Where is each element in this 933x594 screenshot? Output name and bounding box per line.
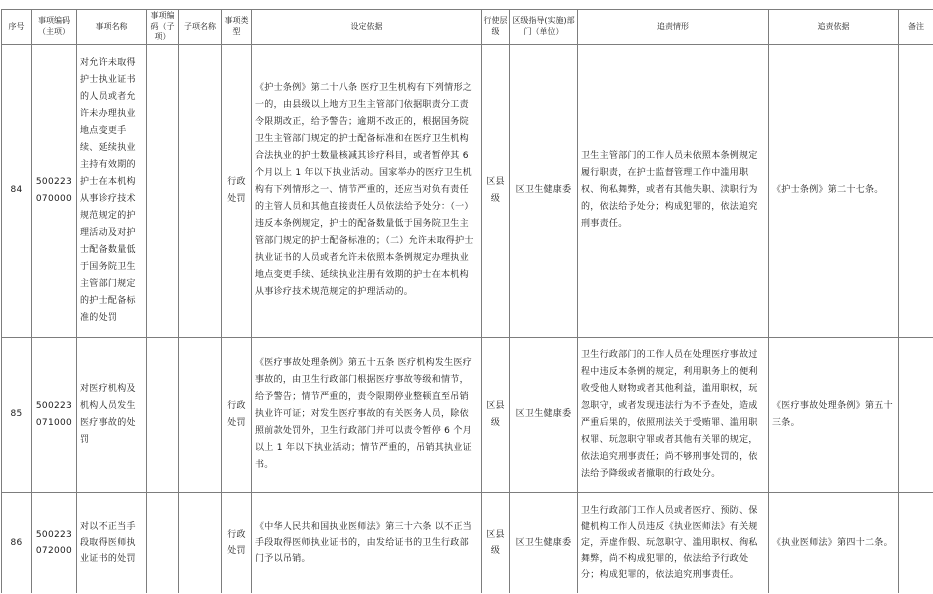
table-header bbox=[2, 10, 933, 45]
header-sub-name: 子项名称 bbox=[179, 10, 222, 45]
item-name: 对以不正当手段取得医师执业证书的处罚 bbox=[77, 492, 147, 593]
header-level: 行使层级 bbox=[482, 10, 510, 45]
table-row bbox=[2, 492, 933, 593]
header-row bbox=[2, 10, 933, 45]
accountability-situation: 卫生主管部门的工作人员未依照本条例规定履行职责，在护士监督管理工作中滥用职权、徇私舞弊，或者有其他失职、渎职行为的，依法给予处分；构成犯罪的，依法追究刑事责任。 bbox=[578, 44, 769, 337]
row-number: 84 bbox=[2, 44, 32, 337]
remarks bbox=[899, 44, 933, 337]
table-row bbox=[2, 44, 933, 337]
exercise-level: 区县级 bbox=[482, 492, 510, 593]
sub-item-name bbox=[179, 492, 222, 593]
exercise-level: 区县级 bbox=[482, 337, 510, 492]
item-type: 行政处罚 bbox=[222, 492, 252, 593]
table-body bbox=[2, 44, 933, 593]
header-code: 事项编码（主项） bbox=[32, 10, 77, 45]
item-code: 500223 071000 bbox=[32, 337, 77, 492]
item-name: 对允许未取得护士执业证书的人员或者允许未办理执业地点变更手续、延续执业主持有效期的护士在本机构从事诊疗技术规范规定的护理活动及对护士配备数量低于国务院卫生主管部门规定的护士配备标准的处罚 bbox=[77, 44, 147, 337]
sub-item-code bbox=[147, 44, 179, 337]
accountability-situation: 卫生行政部门的工作人员在处理医疗事故过程中违反本条例的规定，利用职务上的便利收受他人财物或者其他利益，滥用职权，玩忽职守，或者发现违法行为不予查处，造成严重后果的，依照刑法关于受贿罪、滥用职权罪、玩忽职守罪或者其他有关罪的规定，依法追究刑事责任；尚不够刑事处罚的，依法给予降级或者撤职的行政处分。 bbox=[578, 337, 769, 492]
header-no: 序号 bbox=[2, 10, 32, 45]
legal-basis: 《中华人民共和国执业医师法》第三十六条 以不正当手段取得医师执业证书的，由发给证书的卫生行政部门予以吊销。 bbox=[252, 492, 482, 593]
header-basis: 设定依据 bbox=[252, 10, 482, 45]
header-acc-basis: 追责依据 bbox=[769, 10, 899, 45]
legal-basis: 《医疗事故处理条例》第五十五条 医疗机构发生医疗事故的，由卫生行政部门根据医疗事故等级和情节，给予警告；情节严重的，责令限期停业整顿直至吊销执业许可证；对发生医疗事故的有关医务人员，除依照前款处罚外，卫生行政部门并可以责令暂停 6 个月以上 1 年以下执业活动；情节严重的，吊销其执业证书。 bbox=[252, 337, 482, 492]
remarks bbox=[899, 492, 933, 593]
item-type: 行政处罚 bbox=[222, 44, 252, 337]
department: 区卫生健康委 bbox=[510, 492, 578, 593]
table-row bbox=[2, 337, 933, 492]
item-name: 对医疗机构及机构人员发生医疗事故的处罚 bbox=[77, 337, 147, 492]
sub-item-name bbox=[179, 337, 222, 492]
document-page bbox=[0, 9, 933, 593]
accountability-basis: 《护士条例》第二十七条。 bbox=[769, 44, 899, 337]
item-code: 500223 070000 bbox=[32, 44, 77, 337]
exercise-level: 区县级 bbox=[482, 44, 510, 337]
item-code: 500223 072000 bbox=[32, 492, 77, 593]
accountability-basis: 《医疗事故处理条例》第五十三条。 bbox=[769, 337, 899, 492]
header-sub-code: 事项编码（子项） bbox=[147, 10, 179, 45]
header-accountability: 追责情形 bbox=[578, 10, 769, 45]
item-type: 行政处罚 bbox=[222, 337, 252, 492]
department: 区卫生健康委 bbox=[510, 337, 578, 492]
header-dept: 区级指导(实施)部门（单位） bbox=[510, 10, 578, 45]
row-number: 86 bbox=[2, 492, 32, 593]
header-name: 事项名称 bbox=[77, 10, 147, 45]
remarks bbox=[899, 337, 933, 492]
row-number: 85 bbox=[2, 337, 32, 492]
accountability-situation: 卫生行政部门工作人员或者医疗、预防、保健机构工作人员违反《执业医师法》有关规定，弄虚作假、玩忽职守、滥用职权、徇私舞弊，尚不构成犯罪的，依法给予行政处分；构成犯罪的，依法追究刑事责任。 bbox=[578, 492, 769, 593]
sub-item-name bbox=[179, 44, 222, 337]
accountability-basis: 《执业医师法》第四十二条。 bbox=[769, 492, 899, 593]
sub-item-code bbox=[147, 492, 179, 593]
header-note: 备注 bbox=[899, 10, 933, 45]
department: 区卫生健康委 bbox=[510, 44, 578, 337]
legal-basis: 《护士条例》第二十八条 医疗卫生机构有下列情形之一的，由县级以上地方卫生主管部门依据职责分工责令限期改正，给予警告；逾期不改正的，根据国务院卫生主管部门规定的护士配备标准和在医疗卫生机构合法执业的护士数量核减其诊疗科目，或者暂停其 6 个月以上 1 年以下执业活动。国家举办的医疗卫生机构有下列情形之一、情节严重的，还应当对负有责任的主管人员和其他直接责任人员依法给予处分：（一）违反本条例规定，护士的配备数量低于国务院卫生主管部门规定的护士配备标准的；（二）允许未取得护士执业证书的人员或者允许未依照本条例规定办理执业地点变更手续、延续执业注册有效期的护士在本机构从事诊疗技术规范规定的护理活动的。 bbox=[252, 44, 482, 337]
data-table bbox=[1, 9, 933, 593]
sub-item-code bbox=[147, 337, 179, 492]
header-type: 事项类型 bbox=[222, 10, 252, 45]
